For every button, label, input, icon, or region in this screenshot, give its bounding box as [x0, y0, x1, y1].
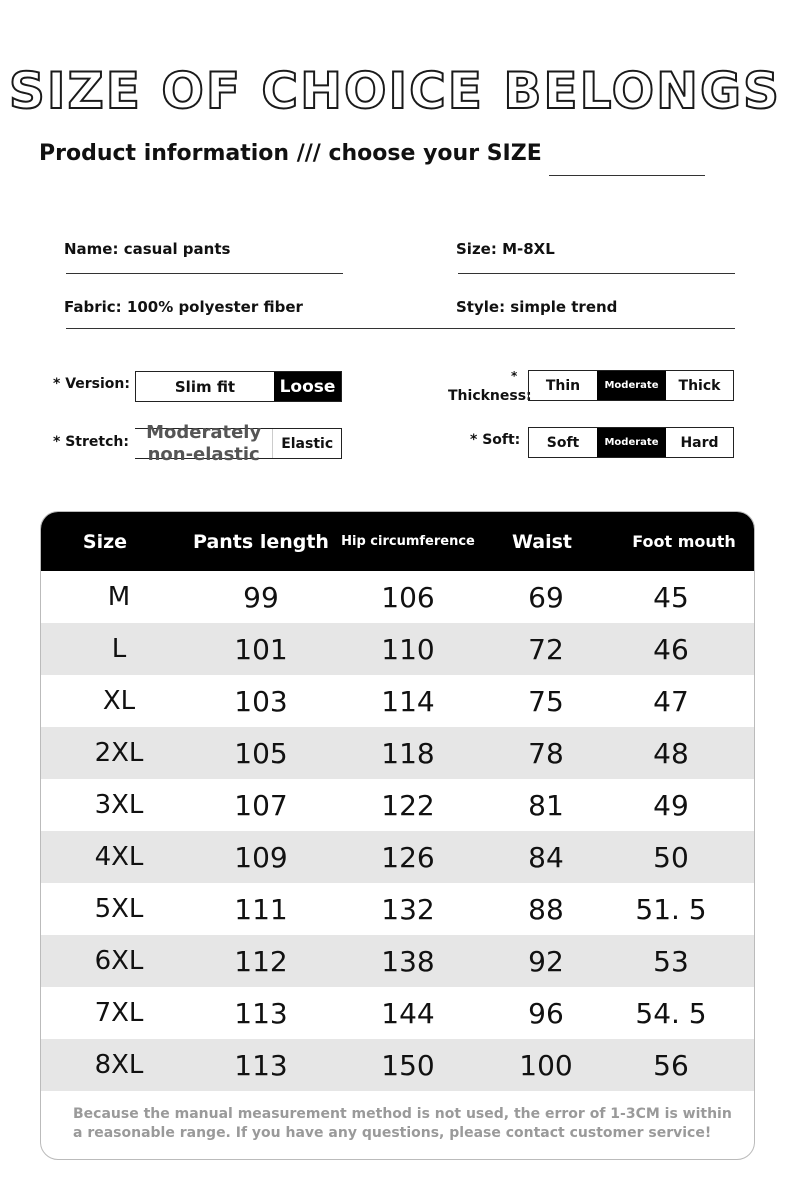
- cell-size: 4XL: [94, 842, 144, 872]
- info-size: Size: M-8XL: [456, 240, 555, 258]
- soft-label: * Soft:: [470, 432, 521, 448]
- cell-size: L: [111, 634, 127, 664]
- cell-hip-circumference: 122: [381, 788, 435, 822]
- cell-size: 8XL: [94, 1050, 144, 1080]
- cell-waist: 78: [528, 736, 564, 770]
- cell-pants-length: 107: [234, 788, 288, 822]
- stretch-selector: [135, 421, 342, 465]
- thickness-option-thin[interactable]: Thin: [545, 377, 581, 394]
- cell-size: 5XL: [94, 894, 144, 924]
- table-row: [41, 779, 754, 831]
- info-fabric: Fabric: 100% polyester fiber: [64, 298, 303, 316]
- cell-waist: 100: [519, 1048, 573, 1082]
- headline: SIZE OF CHOICE BELONGS: [8, 62, 782, 120]
- cell-hip-circumference: 138: [381, 944, 435, 978]
- table-row: [41, 831, 754, 883]
- thickness-option-thick[interactable]: Thick: [678, 377, 721, 394]
- table-row: [41, 935, 754, 987]
- stretch-option-elastic[interactable]: Elastic: [272, 429, 341, 458]
- soft-option-moderate[interactable]: Moderate: [597, 428, 666, 457]
- cell-hip-circumference: 118: [381, 736, 435, 770]
- cell-pants-length: 105: [234, 736, 288, 770]
- version-option-loose[interactable]: Loose: [274, 372, 341, 401]
- table-row: [41, 987, 754, 1039]
- cell-foot-mouth: 56: [653, 1048, 689, 1082]
- subtitle: Product information /// choose your SIZE: [39, 141, 542, 166]
- cell-size: XL: [102, 686, 136, 716]
- version-label: * Version:: [53, 376, 130, 392]
- cell-foot-mouth: 45: [653, 580, 689, 614]
- cell-pants-length: 113: [234, 1048, 288, 1082]
- cell-foot-mouth: 48: [653, 736, 689, 770]
- table-row: [41, 623, 754, 675]
- cell-pants-length: 113: [234, 996, 288, 1030]
- info-fabric-rule: [66, 328, 735, 329]
- subtitle-underline: [549, 175, 705, 176]
- soft-selector: [528, 427, 734, 458]
- table-row: [41, 1039, 754, 1091]
- version-option-slim-fit[interactable]: Slim fit: [174, 377, 236, 396]
- cell-waist: 75: [528, 684, 564, 718]
- stretch-option-moderately-non-elastic[interactable]: Moderately non-elastic: [146, 421, 262, 465]
- cell-pants-length: 99: [243, 580, 279, 614]
- cell-hip-circumference: 114: [381, 684, 435, 718]
- header-hip-circumference: Hip circumference: [341, 534, 475, 549]
- info-name: Name: casual pants: [64, 240, 231, 258]
- cell-waist: 88: [528, 892, 564, 926]
- size-table: [40, 511, 755, 1160]
- cell-hip-circumference: 132: [381, 892, 435, 926]
- cell-waist: 84: [528, 840, 564, 874]
- thickness-label: Thickness:: [448, 388, 532, 404]
- cell-size: 3XL: [94, 790, 144, 820]
- cell-waist: 72: [528, 632, 564, 666]
- thickness-selector: [528, 370, 734, 401]
- soft-option-soft[interactable]: Soft: [546, 434, 580, 451]
- header-waist: Waist: [511, 530, 572, 553]
- cell-hip-circumference: 110: [381, 632, 435, 666]
- cell-pants-length: 112: [234, 944, 288, 978]
- table-row: [41, 675, 754, 727]
- header-size: Size: [82, 530, 128, 553]
- stretch-label: * Stretch:: [53, 434, 129, 450]
- cell-waist: 92: [528, 944, 564, 978]
- table-row: [41, 727, 754, 779]
- cell-size: M: [107, 582, 131, 612]
- table-header: [41, 512, 754, 571]
- header-foot-mouth: Foot mouth: [632, 532, 736, 551]
- table-row: [41, 571, 754, 623]
- cell-pants-length: 109: [234, 840, 288, 874]
- info-name-rule: [66, 273, 343, 274]
- thickness-option-moderate[interactable]: Moderate: [597, 371, 666, 400]
- cell-pants-length: 103: [234, 684, 288, 718]
- version-selector: [135, 371, 342, 402]
- table-row: [41, 883, 754, 935]
- cell-hip-circumference: 126: [381, 840, 435, 874]
- cell-foot-mouth: 49: [653, 788, 689, 822]
- cell-waist: 81: [528, 788, 564, 822]
- cell-foot-mouth: 46: [653, 632, 689, 666]
- info-size-rule: [458, 273, 735, 274]
- cell-foot-mouth: 51. 5: [635, 892, 707, 926]
- cell-foot-mouth: 54. 5: [635, 996, 707, 1030]
- cell-hip-circumference: 144: [381, 996, 435, 1030]
- thickness-star: *: [511, 369, 518, 383]
- cell-foot-mouth: 53: [653, 944, 689, 978]
- header-pants-length: Pants length: [193, 530, 329, 553]
- cell-size: 7XL: [94, 998, 144, 1028]
- cell-hip-circumference: 150: [381, 1048, 435, 1082]
- cell-foot-mouth: 50: [653, 840, 689, 874]
- cell-size: 6XL: [94, 946, 144, 976]
- info-style: Style: simple trend: [456, 298, 618, 316]
- cell-size: 2XL: [94, 738, 144, 768]
- cell-waist: 96: [528, 996, 564, 1030]
- measurement-note: Because the manual measurement method is not used, the error of 1-3CM is within a reasonable range. If you have any questions, please contact customer service!: [73, 1106, 732, 1141]
- cell-hip-circumference: 106: [381, 580, 435, 614]
- cell-pants-length: 101: [234, 632, 288, 666]
- cell-pants-length: 111: [234, 892, 288, 926]
- cell-foot-mouth: 47: [653, 684, 689, 718]
- soft-option-hard[interactable]: Hard: [680, 434, 719, 451]
- cell-waist: 69: [528, 580, 564, 614]
